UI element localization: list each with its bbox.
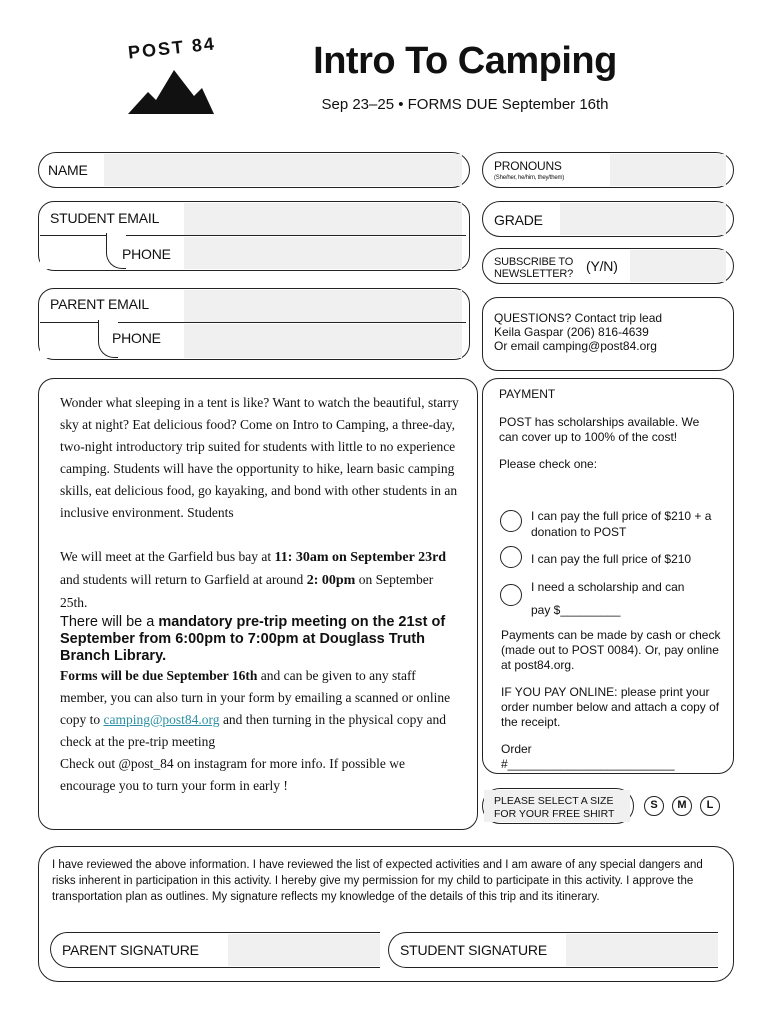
subscribe-label-line2: NEWSLETTER?: [494, 268, 574, 280]
size-m-option[interactable]: M: [672, 796, 692, 816]
description-instagram: Check out @post_84 on instagram for more info. If possible we encourage you to turn your form in early !: [60, 756, 405, 793]
student-phone-label: PHONE: [122, 246, 171, 262]
description-intro: Wonder what sleeping in a tent is like? Want to watch the beautiful, starry sky at night? Eat delicious food? Come on Intro to Camping, a three-day, two-night introductory trip suited for students with little to no experience camping. Students will have the opportunity to hike, learn basic camping skills, eat delicious food, go kayaking, and bond with other students in an inclusive environment. Students: [60, 395, 459, 520]
logo-text: POST 84: [127, 33, 217, 63]
payment-methods: Payments can be made by cash or check (made out to POST 0084). Or, pay online at post84.org.: [501, 628, 721, 672]
name-label: NAME: [48, 162, 88, 178]
questions-line1: QUESTIONS? Contact trip lead: [494, 311, 663, 325]
questions-line3: Or email camping@post84.org: [494, 339, 657, 353]
email-link[interactable]: camping@post84.org: [103, 712, 220, 727]
description-text: [60, 392, 460, 797]
description-forms: Forms will be due September 16th and can be given to any staff member, you can also turn in your form by emailing a scanned or online copy to camping@post84.org and then turning in the physical copy and check at the pre-trip meeting: [60, 668, 451, 749]
payment-scholarship: POST has scholarships available. We can cover up to 100% of the cost!: [499, 415, 700, 444]
size-l-option[interactable]: L: [700, 796, 720, 816]
order-number-field[interactable]: #_________________________: [501, 757, 675, 771]
parent-signature-label: PARENT SIGNATURE: [62, 942, 199, 958]
student-email-label: STUDENT EMAIL: [50, 210, 160, 226]
size-s-option[interactable]: S: [644, 796, 664, 816]
questions-line2: Keila Gaspar (206) 816-4639: [494, 325, 649, 339]
grade-label: GRADE: [494, 212, 543, 228]
option-full-donation-label: I can pay the full price of $210 + a donation to POST: [531, 509, 712, 539]
parent-phone-field[interactable]: [184, 324, 462, 358]
option-scholarship-label: I need a scholarship and can: [531, 580, 685, 594]
page-title: Intro To Camping: [313, 40, 617, 82]
parent-email-field[interactable]: [184, 290, 462, 322]
subscribe-label-line1: SUBSCRIBE TO: [494, 256, 574, 268]
shirt-line1: PLEASE SELECT A SIZE: [494, 795, 614, 807]
option-full-price-label: I can pay the full price of $210: [531, 552, 692, 566]
student-email-field[interactable]: [184, 203, 462, 235]
parent-phone-label: PHONE: [112, 330, 161, 346]
description-mandatory: There will be a mandatory pre-trip meeting on the 21st of September from 6:00pm to 7:00pm at Douglass Truth Branch Library.: [60, 614, 446, 664]
option-full-price-radio[interactable]: [500, 546, 522, 568]
payment-check-one: Please check one:: [499, 457, 598, 471]
shirt-line2: FOR YOUR FREE SHIRT: [494, 808, 615, 820]
payment-online-note: IF YOU PAY ONLINE: please print your order number below and attach a copy of the receipt.: [501, 685, 720, 729]
page-subtitle: Sep 23–25 • FORMS DUE September 16th: [321, 96, 609, 113]
payment-title: PAYMENT: [499, 387, 556, 401]
student-signature-label: STUDENT SIGNATURE: [400, 942, 547, 958]
order-label: Order: [501, 742, 532, 756]
student-phone-field[interactable]: [184, 237, 462, 269]
pronouns-label: PRONOUNS: [494, 159, 562, 173]
option-full-donation-radio[interactable]: [500, 510, 522, 532]
subscribe-yn: (Y/N): [586, 258, 618, 274]
agreement-text: I have reviewed the above information. I have reviewed the list of expected activities and I am aware of any special dangers and risks inherent in participation in this activity. I hereby give my permission for my child to participate in this activity. I approve the transportation plan as outlines. My signature reflects my knowledge of the details of this trip and its itinerary.: [52, 859, 703, 903]
parent-email-label: PARENT EMAIL: [50, 296, 149, 312]
description-meeting: We will meet at the Garfield bus bay at 11: 30am on September 23rd and students will return to Garfield at around 2: 00pm on September 25th.: [60, 549, 447, 610]
option-scholarship-amount[interactable]: pay $_________: [531, 603, 621, 617]
pronouns-hint: (She/her, he/him, they/them): [494, 175, 565, 181]
option-scholarship-radio[interactable]: [500, 584, 522, 606]
